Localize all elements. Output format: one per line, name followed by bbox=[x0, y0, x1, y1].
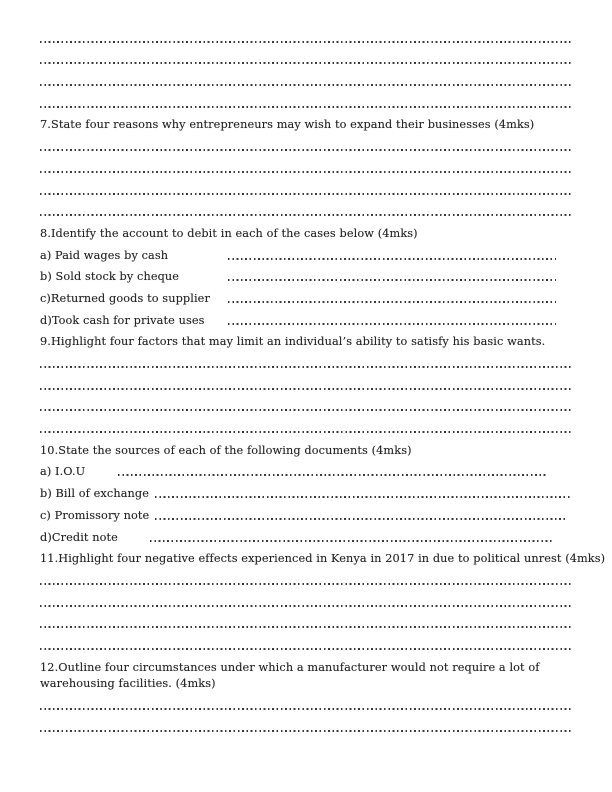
question-text: 8.Identify the account to debit in each of the cases below (4mks) bbox=[40, 226, 418, 240]
answer-row-label: d)Took cash for private uses bbox=[40, 313, 205, 327]
answer-row bbox=[40, 526, 572, 548]
question-text: 10.State the sources of each of the following documents (4mks) bbox=[40, 443, 412, 457]
dot-leader bbox=[40, 214, 572, 216]
dot-leader bbox=[40, 149, 572, 151]
dot-leader bbox=[40, 193, 572, 195]
dotted-answer-line bbox=[40, 396, 572, 418]
dotted-answer-line bbox=[40, 352, 572, 374]
dot-leader bbox=[228, 279, 556, 281]
dotted-answer-line bbox=[40, 634, 572, 656]
answer-row-label: a) I.O.U bbox=[40, 465, 86, 479]
dotted-answer-line bbox=[40, 49, 572, 71]
answer-row bbox=[40, 287, 572, 309]
answer-row-label: d)Credit note bbox=[40, 530, 118, 544]
dotted-answer-line bbox=[40, 613, 572, 635]
dot-leader bbox=[40, 431, 572, 433]
answer-row bbox=[40, 504, 572, 526]
question-line bbox=[40, 678, 572, 695]
question-text: 11.Highlight four negative effects experienced in Kenya in 2017 in due to political unrest (4mks) bbox=[40, 552, 606, 566]
dot-leader bbox=[40, 41, 572, 43]
answer-row-label: c) Promissory note bbox=[40, 508, 150, 522]
dotted-answer-line bbox=[40, 374, 572, 396]
question-text: 7.State four reasons why entrepreneurs may wish to expand their businesses (4mks) bbox=[40, 118, 535, 132]
dot-leader bbox=[40, 409, 572, 411]
dotted-answer-line bbox=[40, 27, 572, 49]
document-body bbox=[40, 27, 606, 738]
question-text: 12.Outline four circumstances under which a manufacturer would not require a lot of bbox=[40, 660, 540, 674]
dot-leader bbox=[155, 518, 566, 520]
dotted-answer-line bbox=[40, 591, 572, 613]
dot-leader bbox=[118, 474, 546, 476]
dot-leader bbox=[40, 171, 572, 173]
answer-row bbox=[40, 309, 572, 331]
answer-row-label: a) Paid wages by cash bbox=[40, 248, 169, 262]
question-line bbox=[40, 114, 572, 136]
dot-leader bbox=[228, 323, 556, 325]
dot-leader bbox=[40, 583, 572, 585]
dot-leader bbox=[40, 366, 572, 368]
answer-row bbox=[40, 266, 572, 288]
dotted-answer-line bbox=[40, 157, 572, 179]
answer-row-label: b) Sold stock by cheque bbox=[40, 270, 180, 284]
question-text: 9.Highlight four factors that may limit an individual’s ability to satisfy his basic wants. bbox=[40, 335, 546, 349]
question-line bbox=[40, 222, 572, 244]
answer-row-label: b) Bill of exchange bbox=[40, 487, 150, 501]
dotted-answer-line bbox=[40, 201, 572, 223]
dot-leader bbox=[40, 388, 572, 390]
dot-leader bbox=[228, 258, 556, 260]
dotted-answer-line bbox=[40, 417, 572, 439]
question-line bbox=[40, 439, 572, 461]
dot-leader bbox=[40, 605, 572, 607]
question-line bbox=[40, 331, 572, 353]
answer-row bbox=[40, 482, 572, 504]
question-line bbox=[40, 548, 606, 570]
dotted-answer-line bbox=[40, 92, 572, 114]
dot-leader bbox=[40, 648, 572, 650]
answer-row bbox=[40, 244, 572, 266]
answer-row bbox=[40, 461, 572, 483]
question-text: warehousing facilities. (4mks) bbox=[40, 677, 216, 691]
dot-leader bbox=[40, 62, 572, 64]
dotted-answer-line bbox=[40, 716, 572, 738]
dotted-answer-line bbox=[40, 569, 572, 591]
question-line bbox=[40, 656, 572, 678]
dot-leader bbox=[40, 730, 572, 732]
dotted-answer-line bbox=[40, 135, 572, 157]
dot-leader bbox=[40, 106, 572, 108]
dot-leader bbox=[228, 301, 556, 303]
dotted-answer-line bbox=[40, 179, 572, 201]
dotted-answer-line bbox=[40, 694, 572, 716]
dot-leader bbox=[40, 708, 572, 710]
dotted-answer-line bbox=[40, 70, 572, 92]
answer-row-label: c)Returned goods to supplier bbox=[40, 291, 210, 305]
dot-leader bbox=[155, 496, 570, 498]
dot-leader bbox=[150, 540, 552, 542]
dot-leader bbox=[40, 626, 572, 628]
dot-leader bbox=[40, 84, 572, 86]
